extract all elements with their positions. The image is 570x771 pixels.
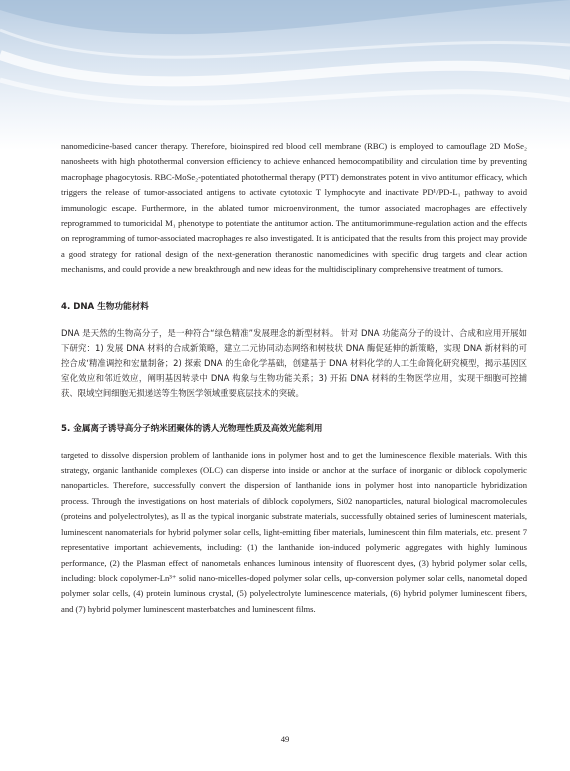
decorative-header-band [0, 0, 570, 150]
section3-paragraph: nanomedicine-based cancer therapy. Therefore, bioinspired red blood cell membrane (RBC) is employed to camouflage 2D MoSe₂ nanosheets with high photothermal conversion efficiency to achieve enhanced hemocompatibility and circulation time by preventing macrophage phagocytosis. RBC-MoSe₂-potentiated photothermal therapy (PTT) demonstrates potent in vivo antitumor efficacy, which triggers the release of tumor-associated antigens to activate cytotoxic T lymphocyte and inactivate PD¹/PD-L₁ pathway to avoid immunologic escape. Furthermore, in the ablated tumor microenvironment, the tumor associated macrophages are effectively reprogrammed to tumoricidal M₁ phenotype to potentiate the antitumor action. The antitumorimmune-regulation action and the effects on reprogramming of tumor-associated macrophages re also investigated. It is anticipated that the results from this project may provide a good strategy for rational design of the next-generation theranostic nanomedicines with specific drug targets and clear action mechanisms, and could provide a new breakthrough and new ideas for the multidisciplinary comprehensive treatment of tumors. [61, 141, 527, 275]
header-swoosh-graphic [0, 0, 570, 150]
section5-heading: 5. 金属离子诱导高分子纳米团聚体的诱人光物理性质及高效光能利用 [61, 423, 323, 434]
section4-paragraph: DNA 是天然的生物高分子，是一种符合“绿色精准”发展理念的新型材料。 针对 DNA 功能高分子的设计、合成和应用开展如下研究：1) 发展 DNA 材料的合成新策略，建立二元协同动态网络和树枝状 DNA 酶促延伸的新策略，实现 DNA 新材料的可控合成‘精准调控和宏量制备；2) 探索 DNA 的生命化学基础，创建基于 DNA 材料化学的人工生命简化研究模型，揭示基因区室化效应和邻近效应，阐明基因转录中 DNA 构象与生物功能关系；3) 开拓 DNA 材料的生物医学应用，实现干细胞可控捕获、限域空间细胞无损递送等生物医学领域重要底层技术的突破。 [61, 327, 527, 399]
page-number: 49 [280, 734, 290, 744]
page-content [61, 139, 527, 617]
section5-paragraph: targeted to dissolve dispersion problem of lanthanide ions in polymer host and to get the luminescence flexible materials. With this strategy, organic lanthanide complexes (OLC) can disperse into inside or anchor at the surface of inorganic or diblock copolymeric nanoparticles. Therefore, successfully convert the dispersion of lanthanide ions in polymer host into nanoparticle hybridization process. Through the investigations on host materials of diblock copolymers, Si02 nanoparticles, natural biological macromolecules (proteins and polyelectrolytes), as ll as the typical inorganic substrate materials, successfully obtained series of luminescent materials, luminescent nanomaterials for hybrid polymer solar cells, light-emitting fiber materials, luminescent thin film materials, etc. present 7 representative important achievements, including: (1) the lanthanide ion-induced polymeric aggregates with highly luminous performance, (2) the Plasman effect of nanometals enhances luminous intensity of fluorescent dyes, (3) hybrid polymer solar cells, including: block copolymer-Ln³⁺ solid nano-micelles-doped polymer solar cells, up-conversion polymer solar cells, nanometal doped polymer solar cells, (4) protein luminous crystal, (5) polyelectrolyte luminescence materials, (6) hybrid polymer luminescent fibers, and (7) hybrid polymer luminescent masterbatches and luminescent films. [61, 449, 527, 614]
section4-heading: 4. DNA 生物功能材料 [61, 301, 149, 312]
